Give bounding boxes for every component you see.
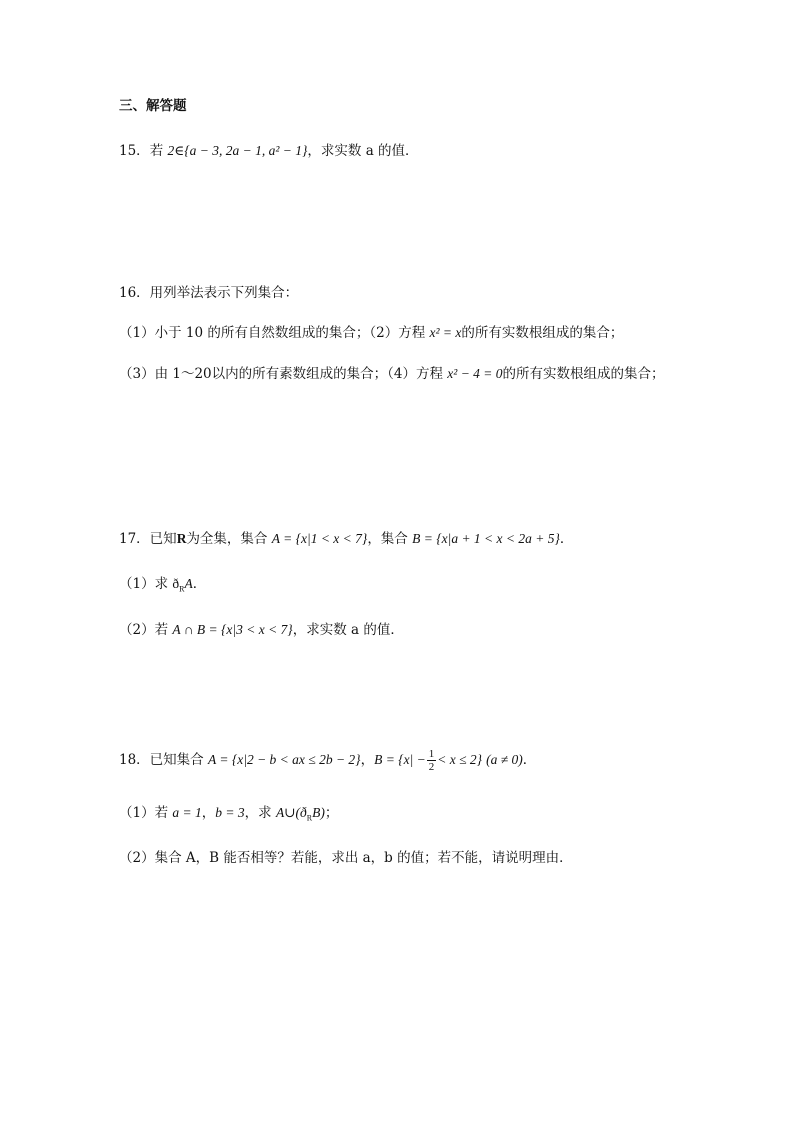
q18-condition: (a ≠ 0): [486, 752, 523, 767]
q15-prefix: 若: [149, 143, 168, 159]
q17-part1-prefix: （1）求: [119, 576, 173, 592]
q17-R: R: [176, 531, 187, 546]
q18-part1-mid: ，求: [244, 805, 276, 821]
q17-part1-A: A: [184, 576, 193, 591]
q15-formula: 2∈{a − 3, 2a − 1, a² − 1}: [167, 143, 308, 158]
q17-setB: B = {x|a + 1 < x < 2a + 5}: [412, 531, 560, 546]
fraction-denominator: 2: [428, 761, 435, 773]
q18-setB-left: B = {x| −: [374, 752, 426, 767]
question-18-part2: （2）集合 A，B 能否相等？若能，求出 a，b 的值；若不能，请说明理由．: [119, 850, 573, 866]
q17-part1-end: ．: [192, 576, 207, 592]
fraction-numerator: 1: [428, 748, 435, 760]
q18-setB-right: < x ≤ 2}: [437, 752, 483, 767]
q17-setA: A = {x|1 < x < 7}: [271, 531, 368, 546]
q18-part1-formula: A∪(ð: [275, 805, 307, 820]
q18-part1-a: a = 1: [172, 805, 202, 820]
question-15: [119, 141, 419, 161]
q16-part1-label: （1）小于 10 的所有自然数组成的集合；（2）方程: [119, 325, 430, 341]
q18-setA: A = {x|2 − b < ax ≤ 2b − 2}: [207, 752, 361, 767]
q17-stem-mid1: 为全集，集合: [186, 531, 272, 547]
q17-stem-mid2: ，集合: [367, 531, 413, 547]
q18-part1-b: b = 3: [215, 805, 245, 820]
question-16-stem: 16．用列举法表示下列集合：: [119, 285, 299, 301]
q18-stem-end: ．: [522, 752, 537, 768]
q16-part1-formula: x² = x: [429, 325, 462, 340]
q18-part1-prefix: （1）若: [119, 805, 173, 821]
q17-part2-suffix: ，求实数 a 的值．: [292, 622, 404, 638]
q18-stem-prefix: 18．已知集合: [119, 752, 208, 768]
q17-stem-end: ．: [559, 531, 574, 547]
q17-stem-prefix: 17．已知: [119, 531, 177, 547]
q16-part2-suffix: 的所有实数根组成的集合；: [502, 366, 665, 382]
section-title: 三、解答题: [119, 98, 187, 114]
q18-part1-end: ；: [324, 805, 339, 821]
question-18-part1: [119, 803, 338, 829]
fraction-one-half: [427, 748, 437, 773]
question-18-stem: [119, 748, 536, 773]
complement-subscript: R: [179, 584, 185, 594]
q17-part2-formula: A ∩ B = {x|3 < x < 7}: [172, 622, 293, 637]
question-17-part2: [119, 620, 404, 640]
q18-part1-sep: ，: [201, 805, 216, 821]
q18-part1-B: B): [312, 805, 325, 820]
complement-symbol: ð: [172, 576, 180, 591]
q17-part2-prefix: （2）若: [119, 622, 173, 638]
q18-complement-subscript: R: [306, 813, 313, 823]
q18-comma: ，: [360, 752, 375, 768]
q16-part1-suffix: 的所有实数根组成的集合；: [461, 325, 624, 341]
q16-part2-formula: x² − 4 = 0: [447, 366, 503, 381]
question-16-part2: [119, 364, 665, 384]
q15-number: 15．: [119, 143, 150, 159]
question-17-part1: [119, 574, 206, 600]
q15-suffix: ，求实数 a 的值．: [307, 143, 419, 159]
q16-part2-label: （3）由 1～20以内的所有素数组成的集合；（4）方程: [119, 366, 448, 382]
question-17-stem: [119, 529, 573, 549]
question-16-part1: [119, 323, 623, 343]
